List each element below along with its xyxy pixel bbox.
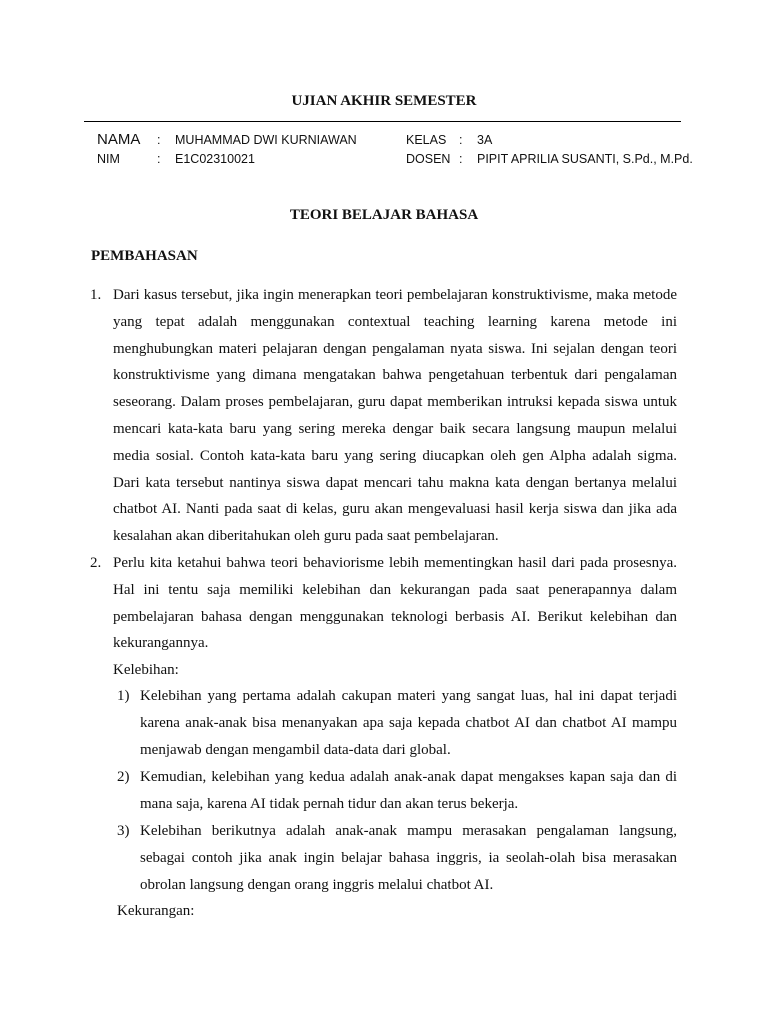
dosen-label: DOSEN <box>406 152 451 166</box>
sub-item-number: 2) <box>117 769 130 785</box>
kekurangan-label: Kekurangan: <box>117 903 195 919</box>
sub-item-text: Kemudian, kelebihan yang kedua adalah anak-anak dapat mengakses kapan saja dan di mana saja, karena AI tidak pernah tidur dan akan terus bekerja. <box>140 769 677 812</box>
nim-separator: : <box>157 152 161 166</box>
sub-item-number: 3) <box>117 823 130 839</box>
nama-separator: : <box>157 133 161 147</box>
answer-text: Perlu kita ketahui bahwa teori behaviorisme lebih mementingkan hasil dari pada prosesnya. Hal ini tentu saja memiliki kelebihan dan kekurangan pada saat penerapannya dalam pembelajaran bahasa dengan menggunakan teknologi berbasis AI. Berikut kelebihan dan kekurangannya. <box>113 555 677 652</box>
sub-item-number: 1) <box>117 688 130 704</box>
nim-label: NIM <box>97 152 120 166</box>
dosen-value: PIPIT APRILIA SUSANTI, S.Pd., M.Pd. <box>477 152 693 166</box>
nim-value: E1C02310021 <box>175 152 255 166</box>
section-heading: PEMBAHASAN <box>91 248 198 264</box>
kelebihan-label: Kelebihan: <box>113 662 179 678</box>
sub-item-text: Kelebihan berikutnya adalah anak-anak mampu merasakan pengalaman langsung, sebagai contoh jika anak ingin belajar bahasa inggris, ia seolah-olah bisa merasakan obrolan langsung dengan orang inggris melalui chatbot AI. <box>140 823 677 893</box>
info-row-nama-kelas <box>0 133 768 151</box>
nama-value: MUHAMMAD DWI KURNIAWAN <box>175 133 357 147</box>
header-divider <box>84 121 681 122</box>
kelas-label: KELAS <box>406 133 447 147</box>
kelas-value: 3A <box>477 133 493 147</box>
answer-number: 1. <box>90 287 102 303</box>
document-title: UJIAN AKHIR SEMESTER <box>291 93 477 109</box>
answer-text: Dari kasus tersebut, jika ingin menerapkan teori pembelajaran konstruktivisme, maka metode yang tepat adalah menggunakan contextual teaching learning karena metode ini menghubungkan materi pelajaran dengan pengalaman nyata siswa. Ini sejalan dengan teori konstruktivisme yang dimana mengatakan bahwa pengetahuan terbentuk dari pengalaman seseorang. Dalam proses pembelajaran, guru dapat memberikan intruksi kepada siswa untuk mencari kata-kata baru yang sering mereka dengar baik secara langsung maupun melalui media sosial. Contoh kata-kata baru yang sering diucapkan oleh gen Alpha adalah sigma. Dari kata tersebut nantinya siswa dapat mencari tahu makna kata dengan bertanya melalui chatbot AI. Nanti pada saat di kelas, guru akan mengevaluasi hasil kerja siswa dan jika ada kesalahan akan diberitahukan oleh guru pada saat pembelajaran. <box>113 287 677 545</box>
document-subtitle: TEORI BELAJAR BAHASA <box>289 207 479 223</box>
answer-number: 2. <box>90 555 102 571</box>
nama-label: NAMA <box>97 131 141 148</box>
info-row-nim-dosen <box>0 152 768 170</box>
kelas-separator: : <box>459 133 463 147</box>
dosen-separator: : <box>459 152 463 166</box>
sub-item-text: Kelebihan yang pertama adalah cakupan materi yang sangat luas, hal ini dapat terjadi karena anak-anak bisa menanyakan apa saja kepada chatbot AI dan chatbot AI mampu menjawab dengan mengambil data-data dari global. <box>140 688 677 758</box>
